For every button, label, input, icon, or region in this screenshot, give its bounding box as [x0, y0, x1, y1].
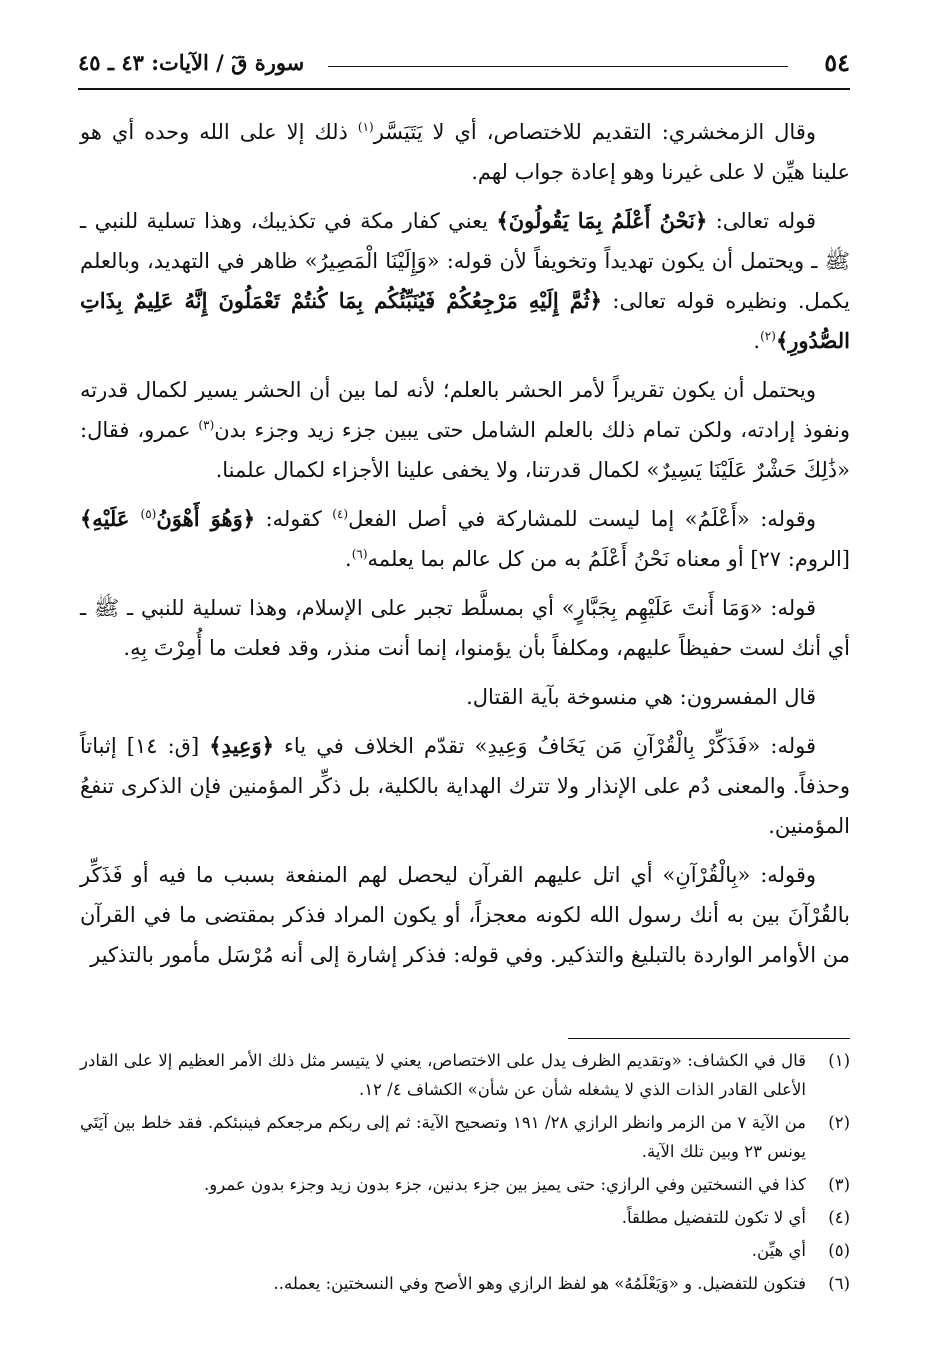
quran-quote: ﴿ثُمَّ إِلَيْهِ مَرْجِعُكُمْ فَيُنَبِّئُكُم بِمَا كُنتُمْ تَعْمَلُونَ إِنَّهُ عَلِيمٌ بِذَاتِ الصُّدُورِ﴾: [80, 288, 850, 353]
text-segment: عمرو، فقال: «ذَٰلِكَ حَشْرٌ عَلَيْنَا يَسِيرٌ» لكمال قدرتنا، ولا يخفى علينا الأجزاء لكمال علمنا.: [80, 418, 850, 482]
quran-quote: ﴿نَحْنُ أَعْلَمُ بِمَا يَقُولُونَ﴾: [496, 208, 708, 233]
paragraph: [80, 370, 850, 490]
footnote-text: أي هيِّن.: [751, 1241, 806, 1260]
text-segment: يعني كفار مكة في تكذيبك، وهذا تسلية للنبي ـ ﷺ ـ ويحتمل أن يكون تهديداً وتخويفاً لأن قوله: «وَإِلَيْنَا الْمَصِيرُ» ظاهر في التهديد، وبالعلم يكمل. ونظيره قوله تعالى:: [80, 209, 850, 313]
footnote-marker: (٥): [140, 507, 157, 521]
footnote-number: (١): [828, 1051, 850, 1070]
header-dash-line: [328, 66, 788, 67]
header-rule: [78, 88, 850, 90]
footnote: [80, 1269, 850, 1298]
text-segment: وقال الزمخشري: التقديم للاختصاص، أي لا يَتَيَسَّر: [373, 120, 816, 144]
footnote-marker: (٣): [198, 418, 215, 432]
running-title: سورة قٓ / الآيات: ٤٣ ـ ٤٥: [78, 50, 305, 75]
quran-quote: عَلَيْهِ﴾: [80, 506, 141, 531]
footnote: [80, 1203, 850, 1232]
footnote: [80, 1108, 850, 1166]
text-segment: [ق: ١٤] إثباتاً وحذفاً. والمعنى دُم على الإنذار ولا تترك الهداية بالكلية، بل ذكِّر المؤمنين فإن الذكرى تنفعُ المؤمنين.: [80, 734, 850, 838]
paragraph: [80, 499, 850, 579]
paragraph: [80, 726, 850, 846]
text-segment: ذلك إلا على الله وحده أي هو علينا هيِّن لا على غيرنا وهو إعادة جواب لهم.: [80, 120, 850, 184]
text-segment: قوله تعالى:: [707, 209, 817, 233]
footnote-number: (٤): [828, 1208, 850, 1227]
footnote: [80, 1046, 850, 1104]
paragraph: [80, 112, 850, 192]
footnote-text: أي لا تكون للتفضيل مطلقاً.: [621, 1208, 806, 1227]
text-segment: قوله: «فَذَكِّرْ بِالْقُرْآنِ مَن يَخَافُ وَعِيدِ» تقدّم الخلاف في ياء: [273, 734, 816, 758]
footnote-marker: (٢): [760, 329, 776, 343]
footnotes: [80, 1046, 850, 1302]
text-segment: كقوله:: [255, 507, 333, 531]
footnote-text: كذا في النسختين وفي الرازي: حتى يميز بين جزء بدنين، جزء بدون زيد وجزء بدون عمرو.: [204, 1175, 806, 1194]
footnote-marker: (٤): [332, 507, 349, 521]
text-segment: وقوله: «بِالْقُرْآنِ» أي اتل عليهم القرآن ليحصل لهم المنفعة بسبب ما فيه أو فَذَكِّر بالقُرْآنَ بين به أنك رسول الله لكونه معجزاً، أو يكون المراد فذكر بمقتضى ما في القرآن من الأوامر الواردة بالتبليغ والتذكير. وفي قوله: فذكر إشارة إلى أنه مُرْسَل مأمور بالتذكير: [80, 863, 850, 967]
main-text: [80, 112, 850, 984]
footnote-number: (٣): [828, 1175, 850, 1194]
footnote-text: قال في الكشاف: «وتقديم الظرف يدل على الاختصاص، يعني لا يتيسر مثل ذلك الأمر العظيم إلا على القادر الأعلى القادر الذات الذي لا يشغله شأن عن شأن» الكشاف ٤/ ١٢.: [80, 1051, 806, 1099]
paragraph: [80, 588, 850, 668]
page-number: ٥٤: [824, 48, 850, 77]
paragraph: [80, 677, 850, 717]
footnote-text: فتكون للتفضيل. و «وَيَعْلَمُهُ» هو لفظ الرازي وهو الأصح وفي النسختين: يعمله..: [273, 1274, 806, 1293]
footnote-number: (٥): [828, 1241, 850, 1260]
page-header: [78, 48, 850, 90]
quran-quote: ﴿وَعِيدِ﴾: [209, 733, 274, 758]
quran-quote: ﴿وَهُوَ أَهْوَنُ: [156, 506, 256, 531]
text-segment: قال المفسرون: هي منسوخة بآية القتال.: [466, 685, 816, 709]
text-segment: وقوله: «أَعْلَمُ» إما ليست للمشاركة في أصل الفعل: [348, 507, 816, 531]
footnote: [80, 1170, 850, 1199]
text-segment: .: [753, 329, 761, 353]
text-segment: .: [345, 547, 352, 571]
text-segment: [الروم: ٢٧] أو معناه نَحْنُ أَعْلَمُ به من كل عالم بما يعلمه: [367, 547, 850, 571]
paragraph: [80, 201, 850, 361]
footnote-number: (٢): [828, 1113, 850, 1132]
text-segment: قوله: «وَمَا أَنتَ عَلَيْهِم بِجَبَّارٍ» أي بمسلَّط تجبر على الإسلام، وهذا تسلية للنبي ـ ﷺ ـ أي أنك لست حفيظاً عليهم، ومكلفاً بأن يؤمنوا، إنما أنت منذر، وقد فعلت ما أُمِرْتَ بِهِ.: [80, 596, 850, 660]
footnote-text: من الآية ٧ من الزمر وانظر الرازي ٢٨/ ١٩١ وتصحيح الآية: ثم إلى ربكم مرجعكم فينبئكم. فقد خلط بين آيَتَي يونس ٢٣ وبين تلك الآية.: [80, 1113, 806, 1161]
footnote-number: (٦): [828, 1274, 850, 1293]
paragraph: [80, 855, 850, 975]
footnote-marker: (١): [357, 120, 374, 134]
text-segment: ويحتمل أن يكون تقريراً لأمر الحشر بالعلم؛ لأنه لما بين أن الحشر يسير لكمال قدرته ونفوذ إرادته، ولكن تمام ذلك بالعلم الشامل حتى يبين جزء زيد وجزء بدن: [80, 378, 850, 442]
footnote-marker: (٦): [351, 547, 368, 561]
footnote-separator: [568, 1038, 850, 1039]
footnote: [80, 1236, 850, 1265]
